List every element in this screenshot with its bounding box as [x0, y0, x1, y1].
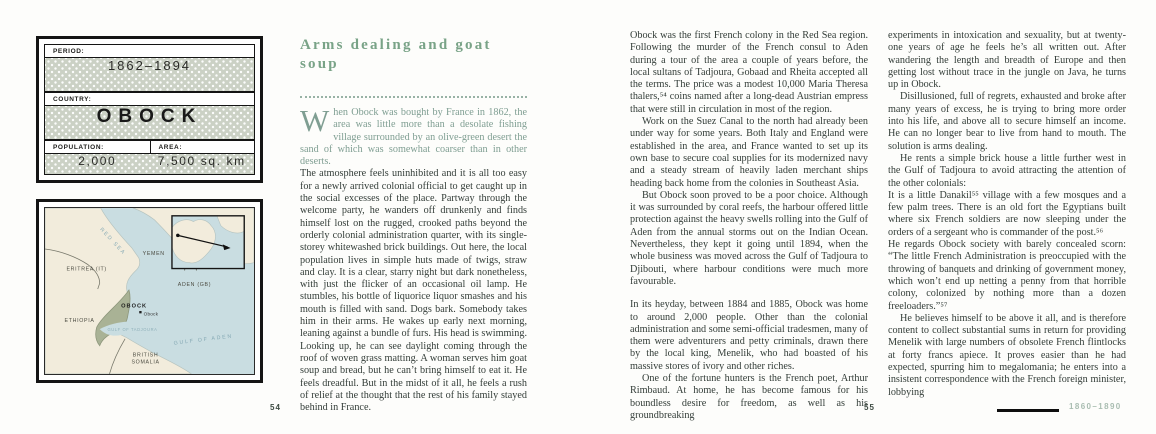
- area-label: AREA:: [150, 141, 255, 154]
- map-label-obock-region: OBOCK: [121, 303, 148, 310]
- map-label-yemen: YEMEN: [142, 250, 165, 257]
- paragraph: He rents a simple brick house a little further west in the Gulf of Tadjoura to avoid attracting the attention of the other colonials:: [888, 152, 1126, 189]
- map-obock-town-marker: [139, 311, 141, 313]
- page-number-left: 54: [270, 403, 281, 412]
- map-inset: [172, 216, 244, 269]
- map-label-somalia: SOMALIA: [131, 359, 160, 366]
- region-map-panel: [36, 199, 263, 383]
- text-column-4: [888, 30, 1126, 399]
- population-area-row: [45, 141, 254, 174]
- page-number-right: 55: [864, 403, 875, 412]
- block-quote: It is a little Danakil⁵⁵ village with a few mosques and a few palm trees. There is an old fort the Egyptians built where six French soldiers are now sleeping under the orders of a sergeant who is commander of the post.⁵⁶: [888, 189, 1126, 238]
- paragraph: Disillusioned, full of regrets, exhausted and broke after many years of excess, he is trying to bring more order into his life, and above all to secure himself an income. He can no longer bear to live from hand to mouth. The solution is arms dealing.: [888, 91, 1126, 152]
- era-label: 1860–1890: [1069, 402, 1122, 411]
- paragraph: experiments in intoxication and sexuality, but at twenty-one years of age he feels he’s all written out. After wandering the length and breadth of Europe and then getting lost without trace in the jungle on Java, he turns up in Obock.: [888, 30, 1126, 91]
- country-facts-inner: [44, 44, 255, 175]
- map-label-eritrea: ERITREA (IT): [66, 266, 107, 273]
- map-label-aden: ADEN (GB): [177, 282, 212, 289]
- era-rule: [997, 409, 1059, 412]
- paragraph: He believes himself to be above it all, and is therefore content to collect substantial sums in return for providing Menelik with large numbers of obsolete French flintlocks at forty francs apiece. It proves easier than he had expected, spurring him to megalomania; he enters into a insistent correspondence with the French foreign minister, lobbying: [888, 312, 1126, 398]
- area-cell: [150, 141, 255, 174]
- lead-paragraph: [300, 103, 527, 168]
- paragraph: In its heyday, between 1884 and 1885, Obock was home to around 2,000 people. Other than the colonial administration and some semi-official tradesmen, many of them were adventurers and petty criminals, drawn there by the local king, Menelik, who had boasted of his massive stores of ivory and other riches.: [630, 299, 868, 372]
- paragraph: He regards Obock society with barely concealed scorn: “The little French Administration is preoccupied with the throwing of banquets and drinking of government money, which won’t end up netting a penny from that horrible colony, colonized by nothing more than a dozen freeloaders.”⁵⁷: [888, 239, 1126, 312]
- country-value: OBOCK: [45, 106, 254, 139]
- lead-text: hen Obock was bought by France in 1862, the area was little more than a desolate fishing village surrounded by an olive-green desert the sand of which was somewhat coarser than in other deserts.: [300, 107, 527, 168]
- map-label-gulf-tadjoura: GULF OF TADJOURA: [107, 327, 158, 333]
- paragraph: But Obock soon proved to be a poor choice. Although it was surrounded by coral reefs, the harbour offered little protection against the heavy swells rolling into the Gulf of Aden from the annual storms out on the Indian Ocean. Nevertheless, they kept it going until 1894, when the whole business was moved across the Gulf of Tadjoura to Djibouti, where harbour conditions were much more favourable.: [630, 189, 868, 287]
- map-label-ethiopia: ETHIOPIA: [64, 318, 95, 325]
- intro-column: [300, 36, 527, 414]
- country-facts-panel: [36, 36, 263, 183]
- intro-body-paragraph: The atmosphere feels uninhibited and it is all too easy for a newly arrived colonial official to get caught up in the social excesses of the place. Partway through the welcome party, he wanders off drunkenly and finds himself lost on the rugged, crooked paths beyond the orderly colonial administration quarter, with its single-storey whitewashed brick buildings. Out here, the local population lives in simple huts made of twigs, straw and clay. It is a clear, starry night but dark nonetheless, with just the flicker of an occasional oil lamp. He stumbles, his bottle of liquorice liquor smashes and his mouth is filled with sand. Dogs bark. Somebody takes him in their arms. He wakes up early next morning, leaning against a bundle of furs. His head is swimming. Looking up, he can see daylight coming through the roof of woven grass matting. A woman serves him goat soup and bread, but he can’t bring himself to eat it. He feels dreadful. But in the midst of it all, he feels a rush of relief at the thought that the rest of his family stayed behind in France.: [300, 168, 527, 414]
- map-label-gulf-aden: GULF OF ADEN: [173, 333, 234, 347]
- population-label: POPULATION:: [45, 141, 150, 154]
- map-label-obock-town: Obock: [143, 311, 159, 317]
- population-cell: [45, 141, 150, 174]
- paragraph: Work on the Suez Canal to the north had already been under way for some years. Both Italy and England were established in the area, and France wanted to set up its own base to secure coal supplies for its modernized navy and a steady stream of heavily laden merchant ships heading back home from the colonies in Southeast Asia.: [630, 116, 868, 189]
- paragraph: Obock was the first French colony in the Red Sea region. Following the murder of the French consul to Aden during a tour of the area a couple of years before, the local sultans of Tadjoura, Gobaad and Rheita accepted all the terms. The price was a modest 10,000 Maria Theresa thalers,⁵⁴ coins named after a long-dead Austrian empress that were still in circulation in most of the region.: [630, 30, 868, 115]
- chapter-title: Arms dealing and goat soup: [300, 37, 492, 72]
- drop-cap: W: [300, 103, 330, 138]
- text-column-3: [630, 30, 868, 422]
- map-svg: [45, 208, 254, 374]
- period-label: PERIOD:: [45, 45, 254, 58]
- region-map: [44, 207, 255, 375]
- period-value: 1862–1894: [45, 58, 254, 91]
- dotted-divider: [300, 96, 527, 98]
- area-value: 7,500 sq. km: [150, 154, 255, 174]
- country-label: COUNTRY:: [45, 93, 254, 106]
- population-value: 2,000: [45, 154, 150, 174]
- paragraph: One of the fortune hunters is the French poet, Arthur Rimbaud. At home, he has become famous for his boundless desire for freedom, as well as his groundbreaking: [630, 373, 868, 421]
- map-label-red-sea: RED SEA: [98, 226, 127, 257]
- map-label-british: BRITISH: [132, 352, 159, 359]
